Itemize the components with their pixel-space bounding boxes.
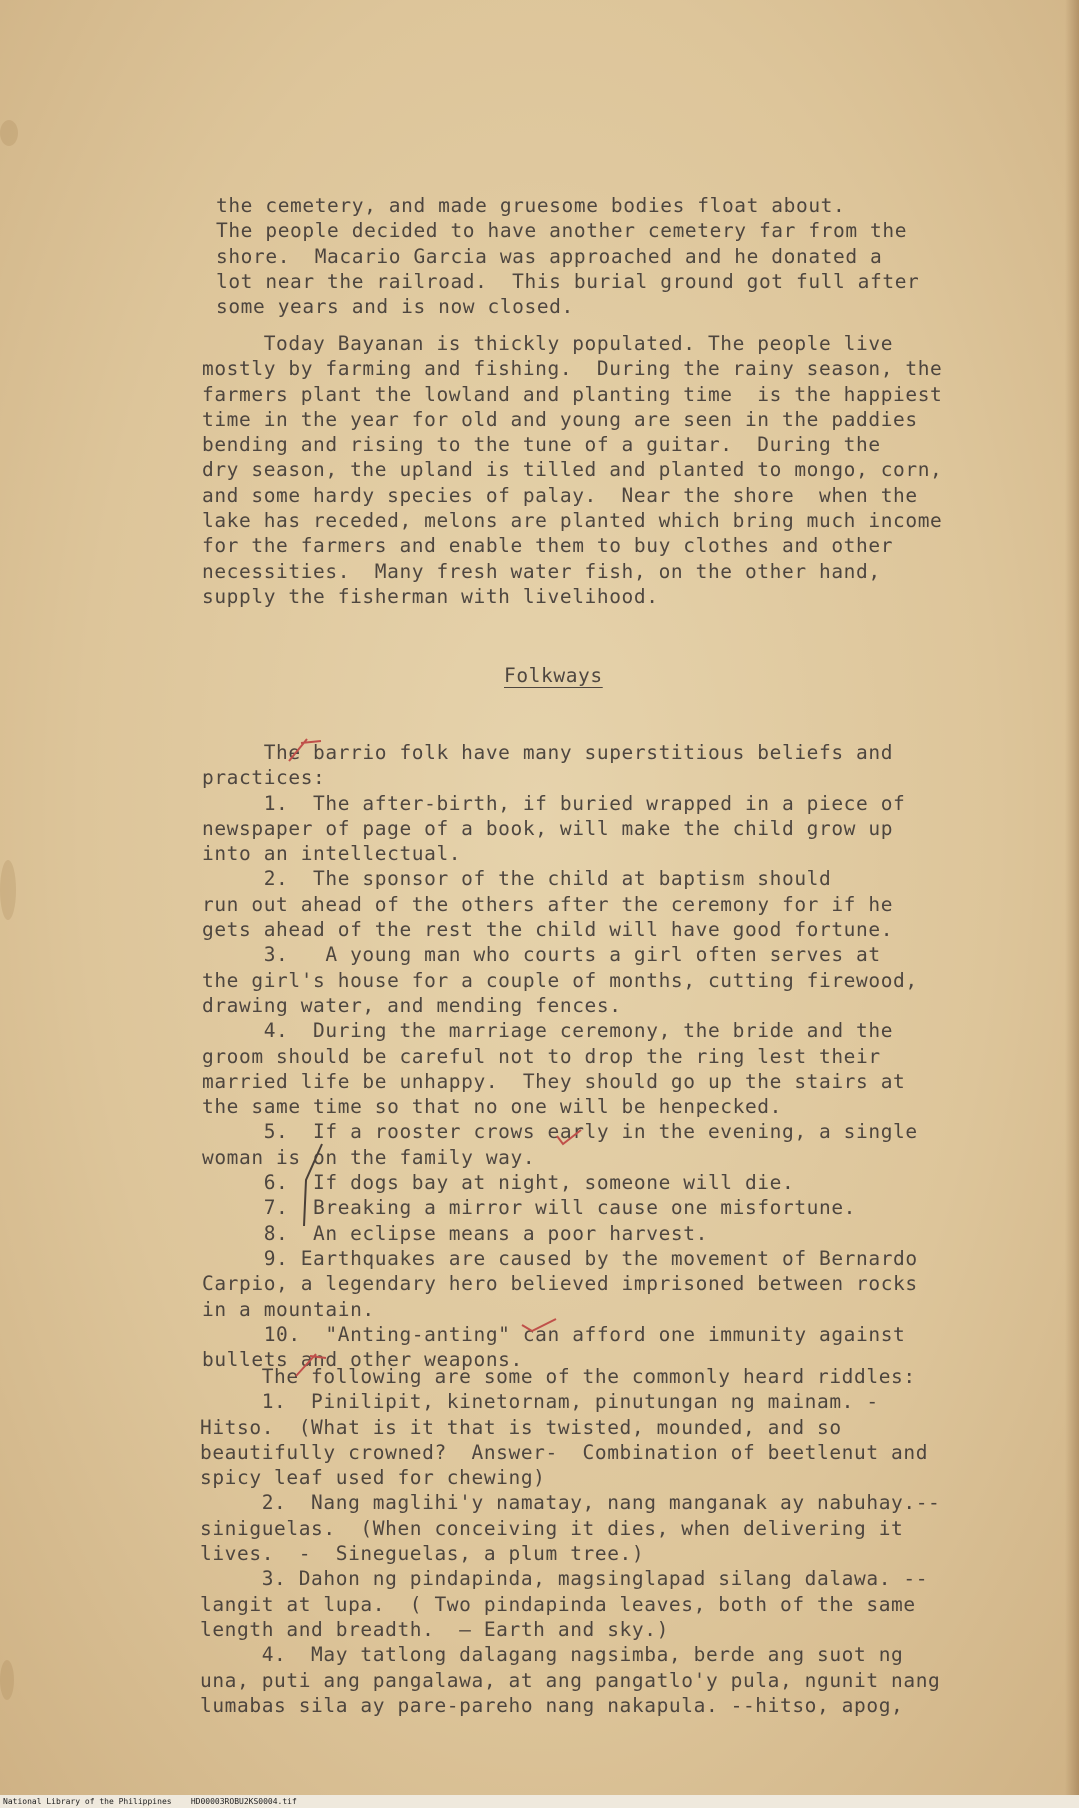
paragraph-riddles: The following are some of the commonly heard riddles: 1. Pinilipit, kinetornam, pinutungan ng mainam. - Hitso. (What is it that is twisted, mounded, and so beautifully crowned? Answer- Combination of beetlenut and spicy leaf used for chewing) 2. Nang maglihi'y namatay, nang manganak ay nabuhay.-- siniguelas. (When conceiving it dies, when delivering it lives. - Sineguelas, a plum tree.) 3. Dahon ng pindapinda, magsinglapad silang dalawa. -- langit at lupa. ( Two pindapinda leaves, both of the same length and breadth. — Earth and sky.) 4. May tatlong dalagang nagsimba, berde ang suot ng una, puti ang pangalawa, at ang pangatlo'y pula, ngunit nang lumabas sila ay pare-pareho nang nakapula. --hitso, apog, — [200, 1365, 941, 1717]
page-stain — [0, 860, 16, 920]
section-heading-folkways: Folkways — [504, 664, 603, 687]
paragraph-cemetery: the cemetery, and made gruesome bodies float about. The people decided to have another cemetery far from the shore. Macario Garcia was approached and he donated a lot near the railroad. This burial ground got full after some years and is now closed. — [216, 194, 920, 319]
pen-bracket-mark — [296, 1140, 326, 1230]
paragraph-today-bayanan: Today Bayanan is thickly populated. The people live mostly by farming and fishing. During the rainy season, the farmers plant the lowland and planting time is the happiest time in the year for old and young are seen in the paddies bending and rising to the tune of a guitar. During the dry season, the upland is tilled and planted to mongo, corn, and some hardy species of palay. Near the shore when the lake has receded, melons are planted which bring much income for the farmers and enable them to buy clothes and other necessities. Many fresh water fish, on the other hand, supply the fisherman with livelihood. — [202, 332, 943, 608]
page-stain — [0, 120, 18, 146]
pen-correction-mark — [290, 1350, 330, 1380]
pen-correction-mark — [285, 735, 325, 765]
archive-footer: National Library of the Philippines HD00003ROBU2KS0004.tif — [0, 1795, 1079, 1808]
pen-check-mark — [520, 1315, 560, 1335]
paragraph-superstitious-beliefs: The barrio folk have many superstitious beliefs and practices: 1. The after-birth, if buried wrapped in a piece of newspaper of page of a book, will make the child grow up into an intellectual. 2. The sponsor of the child at baptism should run out ahead of the others after the ceremony for if he gets ahead of the rest the child will have good fortune. 3. A young man who courts a girl often serves at the girl's house for a couple of months, cutting firewood, drawing water, and mending fences. 4. During the marriage ceremony, the bride and the groom should be careful not to drop the ring lest their married life be unhappy. They should go up the stairs at the same time so that no one will be henpecked. 5. If a rooster crows early in the evening, a single woman is on the family way. 6. If dogs bay at night, someone will die. 7. Breaking a mirror will cause one misfortune. 8. An eclipse means a poor harvest. 9. Earthquakes are caused by the movement of Bernardo Carpio, a legendary hero believed imprisoned between rocks in a mountain. 10. "Anting-anting" can afford one immunity against bullets and other weapons. — [202, 741, 918, 1372]
page-stain — [0, 1660, 14, 1700]
page-edge-shadow — [1065, 0, 1079, 1795]
pen-check-mark — [555, 1128, 585, 1148]
